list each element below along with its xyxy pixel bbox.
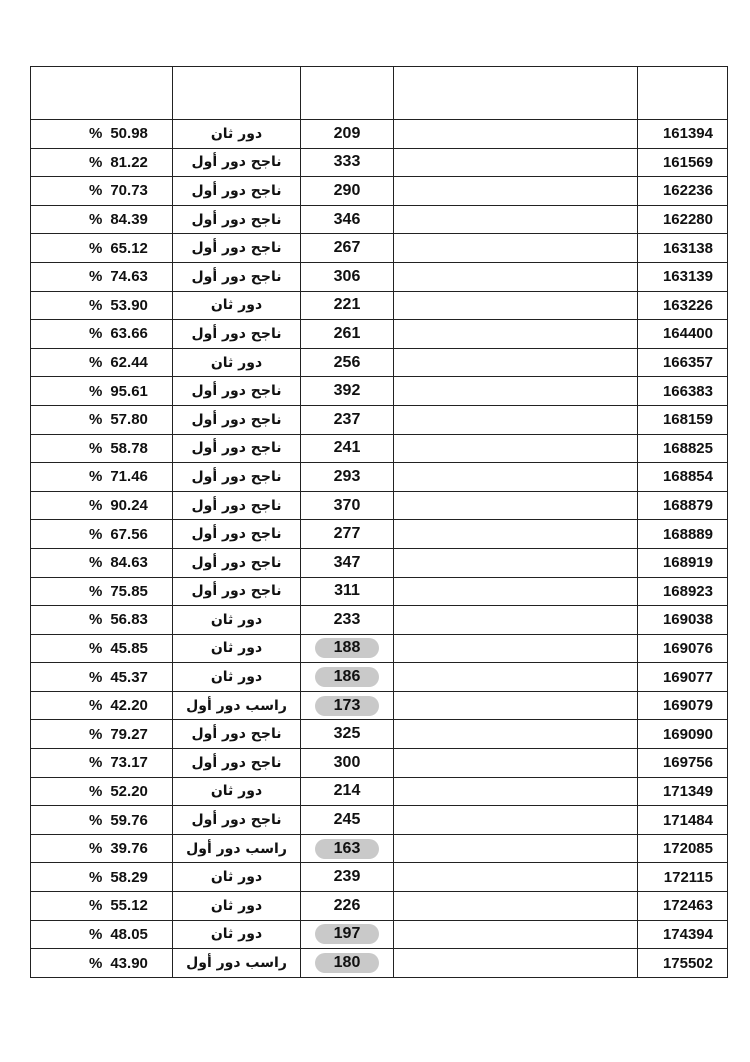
percentage-cell bbox=[31, 320, 173, 349]
percentage-value: 43.90 bbox=[110, 954, 148, 972]
seat-number-cell: 172463 bbox=[638, 892, 728, 921]
score-cell bbox=[301, 463, 394, 492]
status-cell: ناجح دور أول bbox=[173, 262, 301, 291]
percentage-cell bbox=[31, 548, 173, 577]
percentage-value: 65.12 bbox=[110, 239, 148, 257]
status-cell: دور ثان bbox=[173, 606, 301, 635]
percentage-cell bbox=[31, 834, 173, 863]
table-row bbox=[31, 634, 728, 663]
name-cell bbox=[394, 663, 638, 692]
seat-number-cell: 169756 bbox=[638, 749, 728, 778]
table-row bbox=[31, 320, 728, 349]
percentage-value: 59.76 bbox=[110, 811, 148, 829]
name-cell bbox=[394, 348, 638, 377]
table-row bbox=[31, 920, 728, 949]
percentage-value: 56.83 bbox=[110, 611, 148, 629]
percentage-cell bbox=[31, 348, 173, 377]
score-cell bbox=[301, 320, 394, 349]
name-cell bbox=[394, 463, 638, 492]
percentage-value: 57.80 bbox=[110, 411, 148, 429]
percentage-value: 74.63 bbox=[110, 268, 148, 286]
percentage-value: 62.44 bbox=[110, 354, 148, 372]
score-value: 214 bbox=[333, 782, 361, 800]
percentage-cell bbox=[31, 749, 173, 778]
header-score bbox=[301, 67, 394, 120]
percentage-cell bbox=[31, 577, 173, 606]
percentage-cell bbox=[31, 606, 173, 635]
seat-number-cell: 171484 bbox=[638, 806, 728, 835]
score-cell bbox=[301, 606, 394, 635]
name-cell bbox=[394, 577, 638, 606]
seat-number-cell: 175502 bbox=[638, 949, 728, 978]
table-row bbox=[31, 577, 728, 606]
name-cell bbox=[394, 148, 638, 177]
name-cell bbox=[394, 806, 638, 835]
seat-number-cell: 172115 bbox=[638, 863, 728, 892]
score-value: 241 bbox=[333, 439, 361, 457]
score-value: 245 bbox=[333, 811, 361, 829]
percent-sign: % bbox=[89, 611, 103, 629]
percentage-value: 45.37 bbox=[110, 668, 148, 686]
score-cell bbox=[301, 234, 394, 263]
table-row bbox=[31, 291, 728, 320]
status-cell: ناجح دور أول bbox=[173, 548, 301, 577]
score-cell bbox=[301, 548, 394, 577]
status-cell: راسب دور أول bbox=[173, 949, 301, 978]
name-cell bbox=[394, 520, 638, 549]
percent-sign: % bbox=[89, 668, 103, 686]
seat-number-cell: 168919 bbox=[638, 548, 728, 577]
table-row bbox=[31, 520, 728, 549]
percentage-cell bbox=[31, 634, 173, 663]
score-cell bbox=[301, 834, 394, 863]
percent-sign: % bbox=[89, 868, 103, 886]
percentage-cell bbox=[31, 491, 173, 520]
score-cell bbox=[301, 205, 394, 234]
percent-sign: % bbox=[89, 725, 103, 743]
name-cell bbox=[394, 863, 638, 892]
table-row bbox=[31, 405, 728, 434]
percentage-cell bbox=[31, 463, 173, 492]
status-cell: دور ثان bbox=[173, 291, 301, 320]
score-cell bbox=[301, 806, 394, 835]
percentage-value: 73.17 bbox=[110, 754, 148, 772]
score-cell bbox=[301, 120, 394, 149]
name-cell bbox=[394, 548, 638, 577]
status-cell: دور ثان bbox=[173, 120, 301, 149]
status-cell: دور ثان bbox=[173, 892, 301, 921]
percentage-value: 79.27 bbox=[110, 725, 148, 743]
percentage-cell bbox=[31, 377, 173, 406]
percent-sign: % bbox=[89, 582, 103, 600]
name-cell bbox=[394, 262, 638, 291]
percentage-cell bbox=[31, 863, 173, 892]
percentage-value: 71.46 bbox=[110, 468, 148, 486]
name-cell bbox=[394, 606, 638, 635]
highlighted-score: 180 bbox=[315, 953, 379, 973]
table-row bbox=[31, 949, 728, 978]
percentage-cell bbox=[31, 120, 173, 149]
percent-sign: % bbox=[89, 925, 103, 943]
seat-number-cell: 163138 bbox=[638, 234, 728, 263]
table-row bbox=[31, 377, 728, 406]
status-cell: ناجح دور أول bbox=[173, 205, 301, 234]
seat-number-cell: 166357 bbox=[638, 348, 728, 377]
score-cell bbox=[301, 291, 394, 320]
percentage-value: 48.05 bbox=[110, 925, 148, 943]
percentage-value: 84.63 bbox=[110, 554, 148, 572]
percentage-cell bbox=[31, 806, 173, 835]
status-cell: راسب دور أول bbox=[173, 834, 301, 863]
score-cell bbox=[301, 663, 394, 692]
score-value: 392 bbox=[333, 382, 361, 400]
seat-number-cell: 162236 bbox=[638, 177, 728, 206]
status-cell: ناجح دور أول bbox=[173, 720, 301, 749]
table-row bbox=[31, 834, 728, 863]
status-cell: ناجح دور أول bbox=[173, 148, 301, 177]
status-cell: ناجح دور أول bbox=[173, 177, 301, 206]
table-row bbox=[31, 234, 728, 263]
percentage-value: 58.78 bbox=[110, 439, 148, 457]
score-cell bbox=[301, 691, 394, 720]
status-cell: ناجح دور أول bbox=[173, 320, 301, 349]
score-value: 267 bbox=[333, 239, 361, 257]
highlighted-score: 197 bbox=[315, 924, 379, 944]
percent-sign: % bbox=[89, 182, 103, 200]
name-cell bbox=[394, 920, 638, 949]
percent-sign: % bbox=[89, 439, 103, 457]
status-cell: ناجح دور أول bbox=[173, 234, 301, 263]
percentage-cell bbox=[31, 205, 173, 234]
status-cell: ناجح دور أول bbox=[173, 806, 301, 835]
status-cell: دور ثان bbox=[173, 777, 301, 806]
percentage-value: 52.20 bbox=[110, 782, 148, 800]
percentage-cell bbox=[31, 405, 173, 434]
header-seat-number bbox=[638, 67, 728, 120]
name-cell bbox=[394, 377, 638, 406]
status-cell: دور ثان bbox=[173, 920, 301, 949]
percent-sign: % bbox=[89, 554, 103, 572]
seat-number-cell: 174394 bbox=[638, 920, 728, 949]
percentage-value: 50.98 bbox=[110, 125, 148, 143]
percent-sign: % bbox=[89, 897, 103, 915]
score-value: 346 bbox=[333, 210, 361, 228]
percentage-value: 95.61 bbox=[110, 382, 148, 400]
percentage-value: 53.90 bbox=[110, 296, 148, 314]
table-row bbox=[31, 434, 728, 463]
percent-sign: % bbox=[89, 382, 103, 400]
seat-number-cell: 163226 bbox=[638, 291, 728, 320]
percentage-cell bbox=[31, 520, 173, 549]
score-cell bbox=[301, 920, 394, 949]
name-cell bbox=[394, 291, 638, 320]
table-row bbox=[31, 749, 728, 778]
seat-number-cell: 169038 bbox=[638, 606, 728, 635]
score-value: 325 bbox=[333, 725, 361, 743]
table-row bbox=[31, 863, 728, 892]
score-cell bbox=[301, 377, 394, 406]
seat-number-cell: 172085 bbox=[638, 834, 728, 863]
percent-sign: % bbox=[89, 954, 103, 972]
table-row bbox=[31, 491, 728, 520]
table-row bbox=[31, 177, 728, 206]
name-cell bbox=[394, 691, 638, 720]
percentage-cell bbox=[31, 777, 173, 806]
percentage-cell bbox=[31, 920, 173, 949]
table-row bbox=[31, 777, 728, 806]
score-value: 293 bbox=[333, 467, 361, 485]
score-value: 233 bbox=[333, 610, 361, 628]
score-cell bbox=[301, 434, 394, 463]
header-name bbox=[394, 67, 638, 120]
percent-sign: % bbox=[89, 811, 103, 829]
table-row bbox=[31, 606, 728, 635]
name-cell bbox=[394, 234, 638, 263]
results-table bbox=[30, 66, 728, 978]
percentage-cell bbox=[31, 892, 173, 921]
status-cell: دور ثان bbox=[173, 863, 301, 892]
highlighted-score: 163 bbox=[315, 839, 379, 859]
score-value: 333 bbox=[333, 153, 361, 171]
seat-number-cell: 168825 bbox=[638, 434, 728, 463]
status-cell: ناجح دور أول bbox=[173, 577, 301, 606]
table-row bbox=[31, 148, 728, 177]
name-cell bbox=[394, 949, 638, 978]
name-cell bbox=[394, 634, 638, 663]
percent-sign: % bbox=[89, 411, 103, 429]
percent-sign: % bbox=[89, 697, 103, 715]
percent-sign: % bbox=[89, 497, 103, 515]
percentage-cell bbox=[31, 291, 173, 320]
name-cell bbox=[394, 834, 638, 863]
name-cell bbox=[394, 120, 638, 149]
status-cell: ناجح دور أول bbox=[173, 491, 301, 520]
percentage-cell bbox=[31, 234, 173, 263]
table-row bbox=[31, 663, 728, 692]
status-cell: ناجح دور أول bbox=[173, 405, 301, 434]
score-value: 209 bbox=[333, 124, 361, 142]
status-cell: ناجح دور أول bbox=[173, 377, 301, 406]
table-row bbox=[31, 463, 728, 492]
score-value: 237 bbox=[333, 410, 361, 428]
percentage-cell bbox=[31, 691, 173, 720]
score-value: 239 bbox=[333, 868, 361, 886]
header-row bbox=[31, 67, 728, 120]
score-cell bbox=[301, 777, 394, 806]
percentage-value: 67.56 bbox=[110, 525, 148, 543]
percent-sign: % bbox=[89, 782, 103, 800]
score-value: 311 bbox=[334, 582, 360, 600]
status-cell: دور ثان bbox=[173, 348, 301, 377]
percent-sign: % bbox=[89, 153, 103, 171]
percent-sign: % bbox=[89, 840, 103, 858]
table-row bbox=[31, 348, 728, 377]
table-row bbox=[31, 691, 728, 720]
status-cell: ناجح دور أول bbox=[173, 749, 301, 778]
score-value: 290 bbox=[333, 181, 361, 199]
percentage-value: 39.76 bbox=[110, 840, 148, 858]
percentage-value: 90.24 bbox=[110, 497, 148, 515]
seat-number-cell: 161569 bbox=[638, 148, 728, 177]
score-cell bbox=[301, 520, 394, 549]
percentage-cell bbox=[31, 434, 173, 463]
percent-sign: % bbox=[89, 268, 103, 286]
percent-sign: % bbox=[89, 325, 103, 343]
percent-sign: % bbox=[89, 354, 103, 372]
percentage-value: 45.85 bbox=[110, 639, 148, 657]
percent-sign: % bbox=[89, 754, 103, 772]
score-value: 277 bbox=[333, 525, 361, 543]
table-row bbox=[31, 205, 728, 234]
seat-number-cell: 168889 bbox=[638, 520, 728, 549]
score-value: 370 bbox=[333, 496, 361, 514]
seat-number-cell: 169079 bbox=[638, 691, 728, 720]
table-header bbox=[31, 67, 728, 120]
highlighted-score: 173 bbox=[315, 696, 379, 716]
seat-number-cell: 171349 bbox=[638, 777, 728, 806]
seat-number-cell: 166383 bbox=[638, 377, 728, 406]
table-row bbox=[31, 892, 728, 921]
percentage-value: 42.20 bbox=[110, 697, 148, 715]
status-cell: ناجح دور أول bbox=[173, 463, 301, 492]
name-cell bbox=[394, 320, 638, 349]
name-cell bbox=[394, 434, 638, 463]
header-percentage bbox=[31, 67, 173, 120]
percent-sign: % bbox=[89, 468, 103, 486]
percent-sign: % bbox=[89, 239, 103, 257]
seat-number-cell: 164400 bbox=[638, 320, 728, 349]
percent-sign: % bbox=[89, 296, 103, 314]
score-cell bbox=[301, 863, 394, 892]
score-value: 226 bbox=[333, 896, 361, 914]
seat-number-cell: 169076 bbox=[638, 634, 728, 663]
score-value: 347 bbox=[333, 553, 361, 571]
status-cell: ناجح دور أول bbox=[173, 520, 301, 549]
score-value: 300 bbox=[333, 753, 361, 771]
status-cell: راسب دور أول bbox=[173, 691, 301, 720]
status-cell: دور ثان bbox=[173, 663, 301, 692]
seat-number-cell: 169077 bbox=[638, 663, 728, 692]
percentage-value: 70.73 bbox=[110, 182, 148, 200]
percentage-cell bbox=[31, 720, 173, 749]
score-cell bbox=[301, 491, 394, 520]
percentage-value: 75.85 bbox=[110, 582, 148, 600]
header-status bbox=[173, 67, 301, 120]
seat-number-cell: 161394 bbox=[638, 120, 728, 149]
seat-number-cell: 168923 bbox=[638, 577, 728, 606]
percent-sign: % bbox=[89, 639, 103, 657]
percentage-cell bbox=[31, 148, 173, 177]
percentage-cell bbox=[31, 262, 173, 291]
name-cell bbox=[394, 749, 638, 778]
score-cell bbox=[301, 949, 394, 978]
score-value: 221 bbox=[333, 296, 361, 314]
score-cell bbox=[301, 577, 394, 606]
percent-sign: % bbox=[89, 211, 103, 229]
table-row bbox=[31, 720, 728, 749]
score-cell bbox=[301, 177, 394, 206]
name-cell bbox=[394, 892, 638, 921]
percent-sign: % bbox=[89, 125, 103, 143]
percentage-value: 84.39 bbox=[110, 211, 148, 229]
name-cell bbox=[394, 177, 638, 206]
status-cell: ناجح دور أول bbox=[173, 434, 301, 463]
seat-number-cell: 169090 bbox=[638, 720, 728, 749]
status-cell: دور ثان bbox=[173, 634, 301, 663]
score-value: 261 bbox=[333, 324, 361, 342]
percentage-value: 63.66 bbox=[110, 325, 148, 343]
seat-number-cell: 162280 bbox=[638, 205, 728, 234]
name-cell bbox=[394, 777, 638, 806]
name-cell bbox=[394, 205, 638, 234]
score-cell bbox=[301, 749, 394, 778]
name-cell bbox=[394, 720, 638, 749]
score-cell bbox=[301, 892, 394, 921]
seat-number-cell: 168854 bbox=[638, 463, 728, 492]
percentage-cell bbox=[31, 949, 173, 978]
percentage-value: 55.12 bbox=[110, 897, 148, 915]
highlighted-score: 186 bbox=[315, 667, 379, 687]
table-row bbox=[31, 120, 728, 149]
percentage-cell bbox=[31, 663, 173, 692]
seat-number-cell: 168159 bbox=[638, 405, 728, 434]
percent-sign: % bbox=[89, 525, 103, 543]
table-row bbox=[31, 262, 728, 291]
score-cell bbox=[301, 348, 394, 377]
percentage-cell bbox=[31, 177, 173, 206]
score-cell bbox=[301, 405, 394, 434]
seat-number-cell: 168879 bbox=[638, 491, 728, 520]
score-cell bbox=[301, 148, 394, 177]
score-value: 306 bbox=[333, 267, 361, 285]
table-row bbox=[31, 548, 728, 577]
table-body bbox=[31, 120, 728, 978]
percentage-value: 58.29 bbox=[110, 868, 148, 886]
score-value: 256 bbox=[333, 353, 361, 371]
name-cell bbox=[394, 491, 638, 520]
name-cell bbox=[394, 405, 638, 434]
percentage-value: 81.22 bbox=[110, 153, 148, 171]
score-cell bbox=[301, 262, 394, 291]
table-row bbox=[31, 806, 728, 835]
highlighted-score: 188 bbox=[315, 638, 379, 658]
score-cell bbox=[301, 634, 394, 663]
score-cell bbox=[301, 720, 394, 749]
seat-number-cell: 163139 bbox=[638, 262, 728, 291]
